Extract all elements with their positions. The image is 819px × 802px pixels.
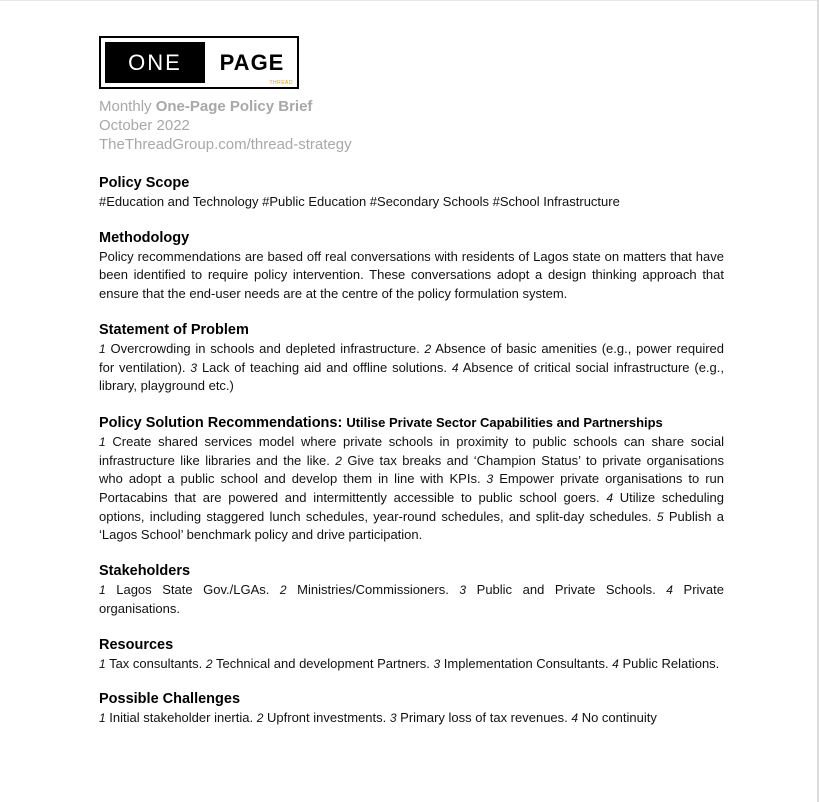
item-text: Lack of teaching aid and offline solutions. bbox=[197, 359, 452, 375]
methodology-text: Policy recommendations are based off real conversations with residents of Lagos state on matters that have been identified to require policy intervention. These conversations adopt a design thinking approach that ensure that the end-user needs are at the centre of the policy formulation system. bbox=[99, 248, 724, 302]
item-number: 2 bbox=[205, 656, 213, 671]
item-number: 4 bbox=[606, 491, 614, 506]
solutions-subheading: Utilise Private Sector Capabilities and Partnerships bbox=[346, 414, 663, 430]
item-text: Give tax breaks and ‘Champion Status’ to private organisations who adopt a public school and develop them in line with KPIs. bbox=[99, 452, 724, 487]
page-top-edge bbox=[0, 0, 819, 1]
item-text: Technical and development Partners. bbox=[212, 655, 434, 671]
item-number: 1 bbox=[99, 656, 106, 671]
item-number: 4 bbox=[571, 711, 579, 726]
item-text: Public and Private Schools. bbox=[466, 582, 667, 598]
brief-date: October 2022 bbox=[99, 117, 190, 134]
brief-content bbox=[99, 174, 724, 745]
brief-meta bbox=[99, 97, 352, 154]
item-text: Absence of basic amenities (e.g., power required for ventilation). bbox=[99, 340, 724, 375]
section-policy-scope bbox=[99, 174, 724, 212]
item-number: 3 bbox=[389, 711, 397, 726]
item-number: 1 bbox=[99, 434, 106, 449]
item-text: Tax consultants. bbox=[105, 655, 206, 671]
brief-title: One-Page Policy Brief bbox=[155, 98, 313, 115]
section-heading: Policy Scope bbox=[99, 175, 190, 191]
item-text: Upfront investments. bbox=[263, 710, 390, 726]
section-stakeholders bbox=[99, 562, 724, 618]
item-number: 4 bbox=[451, 360, 459, 375]
logo-one-text: ONE bbox=[105, 42, 205, 83]
item-number: 3 bbox=[459, 583, 467, 598]
item-text: Initial stakeholder inertia. bbox=[105, 710, 257, 726]
item-number: 3 bbox=[433, 656, 441, 671]
item-number: 2 bbox=[279, 583, 287, 598]
section-heading bbox=[99, 413, 724, 433]
item-number: 1 bbox=[99, 583, 106, 598]
section-heading: Methodology bbox=[99, 229, 190, 246]
item-text: Utilize scheduling options, including staggered lunch schedules, year-round schedules, and split-day schedules. bbox=[99, 490, 724, 524]
solutions-list bbox=[99, 433, 724, 545]
item-text: Primary loss of tax revenues. bbox=[396, 710, 572, 726]
section-possible-challenges bbox=[99, 690, 724, 728]
item-text: Ministries/Commissioners. bbox=[286, 582, 460, 598]
logo-tag: THREAD bbox=[269, 80, 293, 86]
item-text: Absence of critical social infrastructure (e.g., library, playground etc.) bbox=[99, 359, 725, 394]
problem-list bbox=[99, 340, 724, 396]
item-text: Implementation Consultants. bbox=[440, 655, 613, 671]
item-text: Public Relations. bbox=[618, 655, 720, 671]
one-page-logo bbox=[99, 36, 299, 89]
item-number: 1 bbox=[99, 341, 106, 356]
section-heading: Statement of Problem bbox=[99, 321, 249, 338]
brief-prefix: Monthly bbox=[99, 98, 156, 115]
section-heading: Resources bbox=[99, 636, 174, 653]
stakeholders-list bbox=[99, 581, 724, 618]
item-text: Empower private organisations to run Portacabins that are powered and intermittently accessible to public school goers. bbox=[99, 471, 724, 506]
solutions-heading: Policy Solution Recommendations: bbox=[99, 414, 343, 431]
item-number: 1 bbox=[99, 711, 106, 726]
item-number: 2 bbox=[335, 453, 342, 468]
section-resources bbox=[99, 636, 724, 674]
item-number: 4 bbox=[612, 656, 619, 671]
section-statement-of-problem bbox=[99, 321, 724, 396]
scope-tags: #Education and Technology #Public Education #Secondary Schools #School Infrastructure bbox=[99, 194, 620, 209]
challenges-list bbox=[99, 709, 724, 728]
section-policy-solutions bbox=[99, 413, 724, 545]
item-number: 4 bbox=[666, 583, 673, 598]
item-number: 2 bbox=[256, 711, 264, 726]
item-text: Publish a ‘Lagos School’ benchmark policy and drive participation. bbox=[99, 508, 725, 543]
brief-title-line bbox=[99, 97, 352, 116]
resources-list bbox=[99, 655, 724, 674]
logo-page-text: PAGE bbox=[219, 49, 285, 75]
item-text: Lagos State Gov./LGAs. bbox=[105, 582, 280, 598]
item-number: 3 bbox=[190, 360, 198, 375]
item-text: Private organisations. bbox=[99, 582, 724, 616]
section-heading: Stakeholders bbox=[99, 563, 191, 580]
item-number: 3 bbox=[486, 472, 494, 487]
brief-url[interactable]: TheThreadGroup.com/thread-strategy bbox=[99, 136, 352, 153]
item-number: 2 bbox=[424, 341, 432, 356]
item-number: 5 bbox=[656, 509, 664, 524]
item-text: Create shared services model where private schools in proximity to public schools can share social infrastructure like libraries and the like. bbox=[99, 433, 724, 468]
item-text: Overcrowding in schools and depleted infrastructure. bbox=[105, 340, 425, 356]
section-methodology bbox=[99, 229, 724, 304]
item-text: No continuity bbox=[578, 710, 657, 726]
section-heading: Possible Challenges bbox=[99, 691, 241, 708]
